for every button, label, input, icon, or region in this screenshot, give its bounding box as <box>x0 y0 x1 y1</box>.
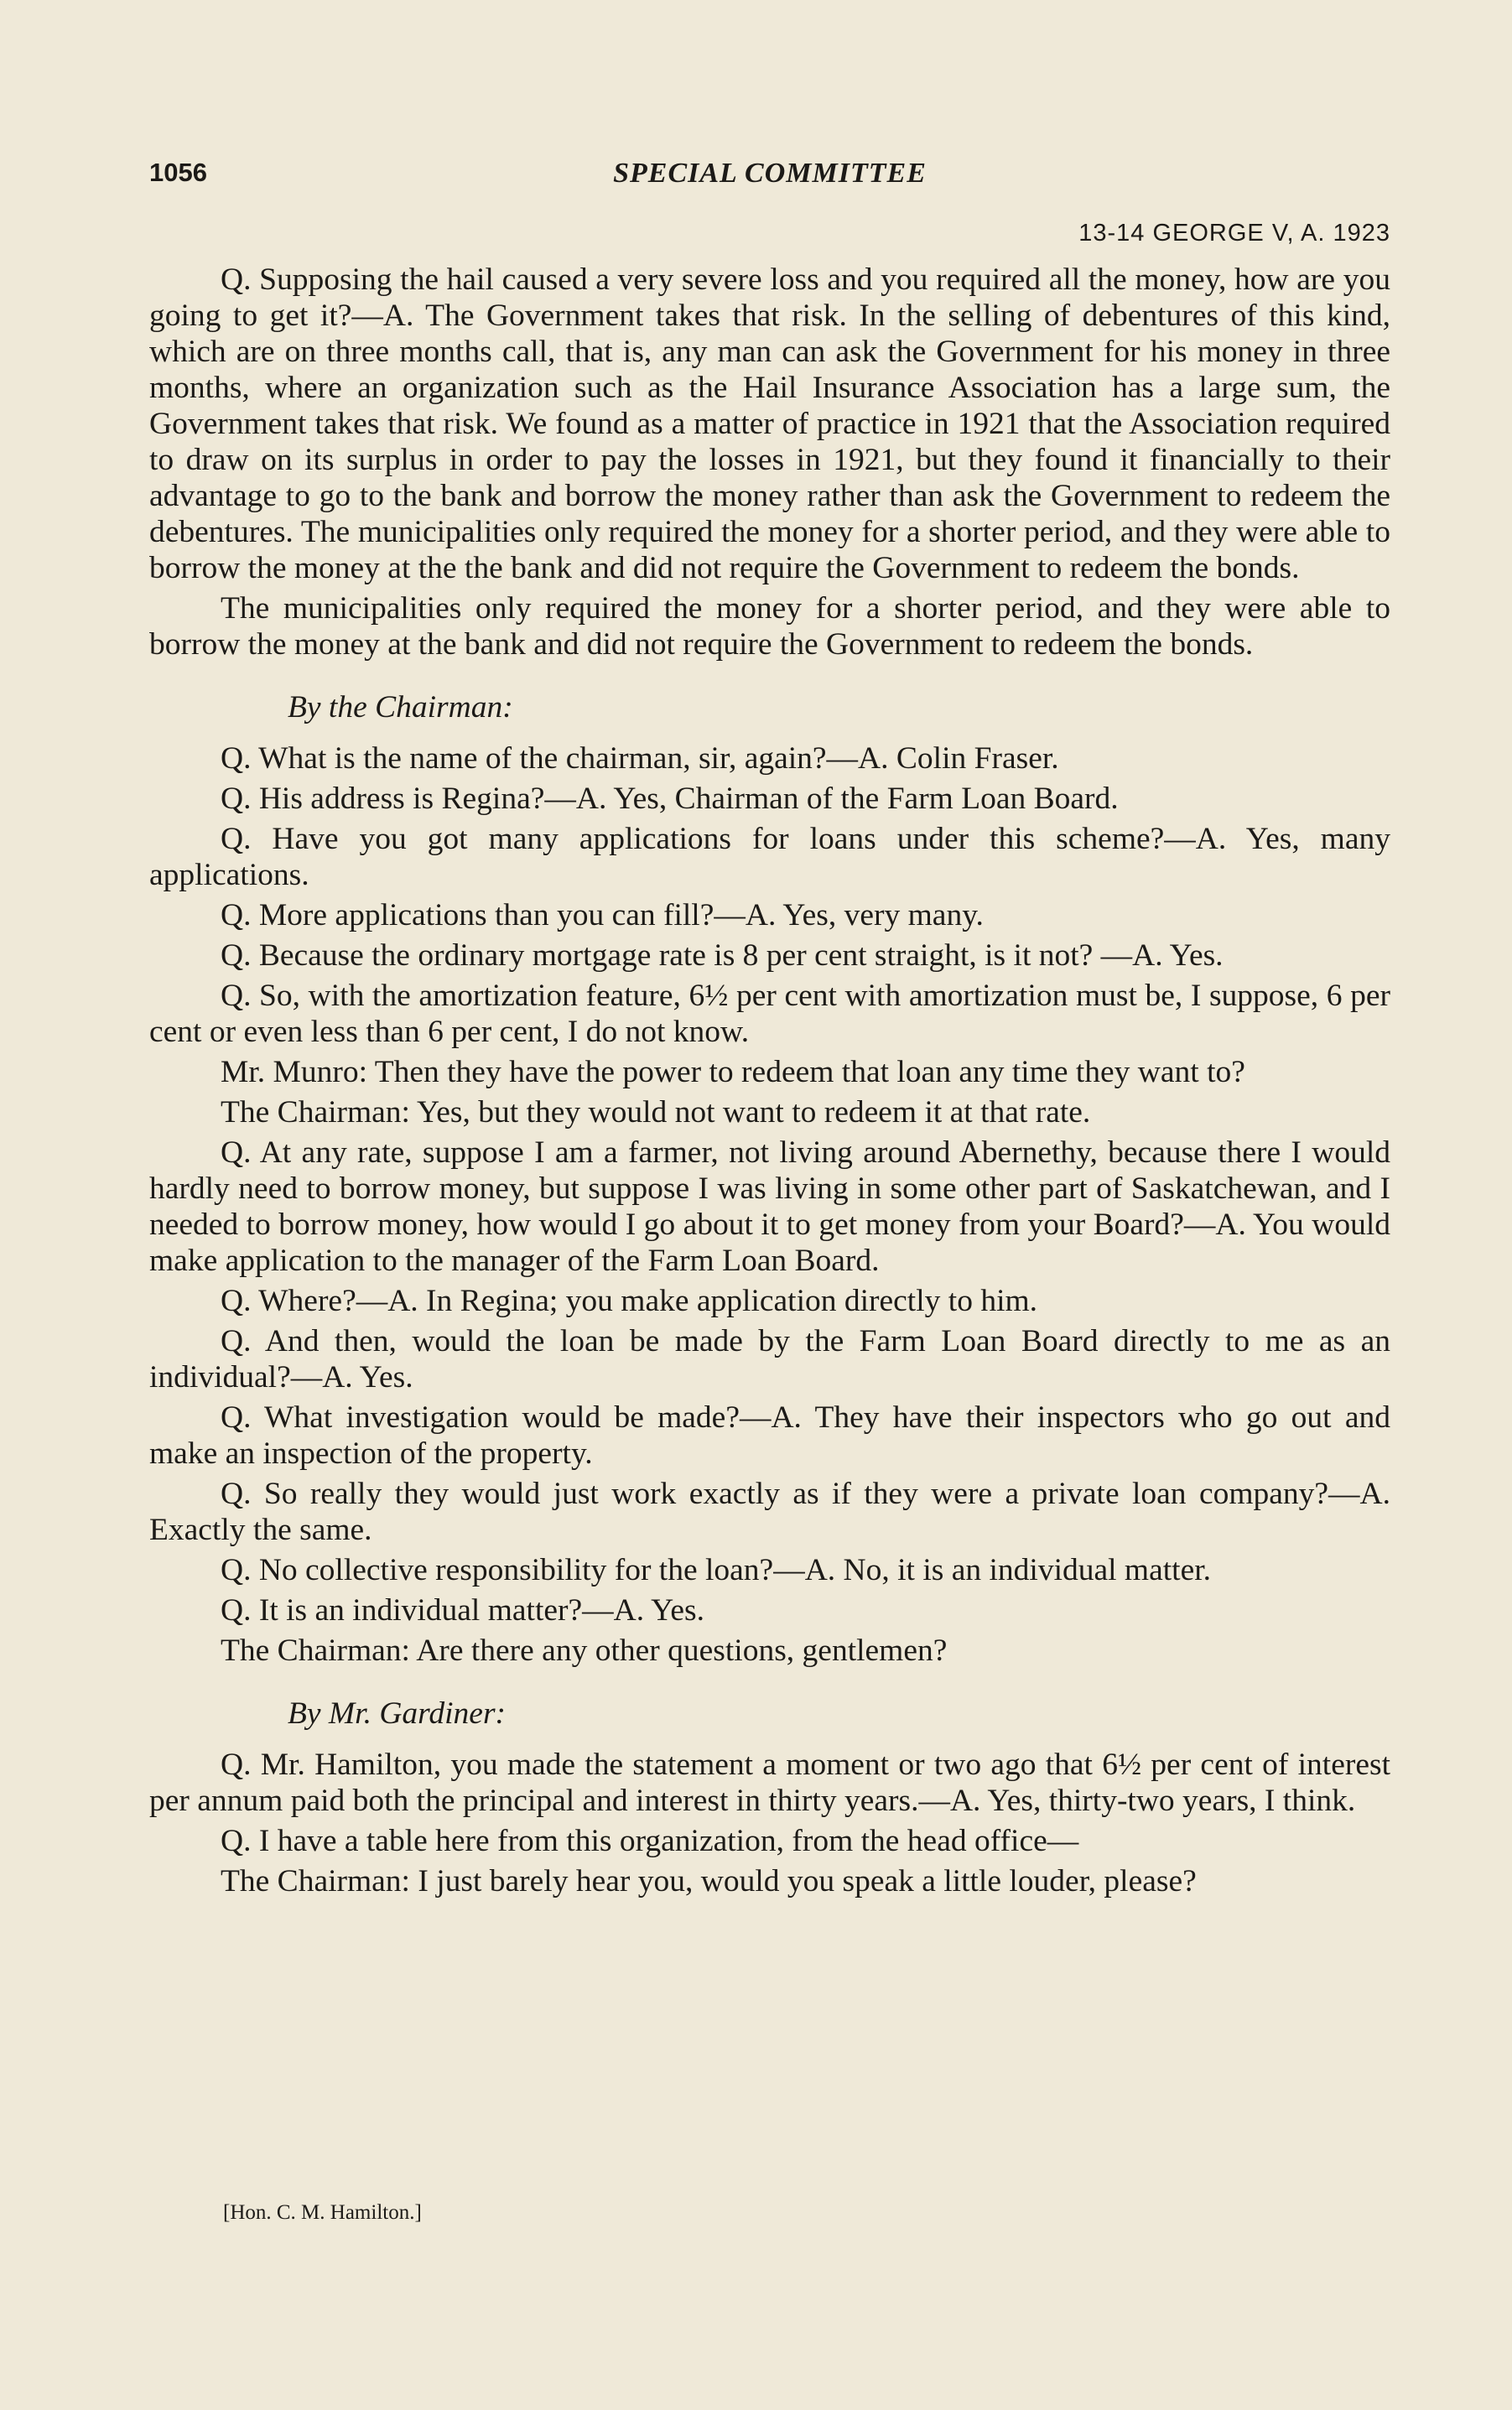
session-label: 13-14 GEORGE V, A. 1923 <box>1078 220 1390 247</box>
paragraph: The Chairman: I just barely hear you, would you speak a little louder, please? <box>221 1864 1197 1898</box>
paragraph: Q. No collective responsibility for the loan?—A. No, it is an individual matter. <box>221 1553 1212 1587</box>
paragraph: Q. Supposing the hail caused a very severe loss and you required all the money, how are you going to get it?—A. The Government takes that risk. In the selling of debentures of this kind, which are on three months call, that is, any man can ask the Government for his money in three months, where an organization such as the Hail Insurance Association has a large sum, the Government takes that risk. We found as a matter of practice in 1921 that the Association required to draw on its surplus in order to pay the losses in 1921, but they found it financially to their advantage to go to the bank and borrow the money rather than ask the Government to redeem the debentures. The municipalities only required the money for a shorter period, and they were able to borrow the money at the the bank and did not require the Government to redeem the bonds. <box>149 262 1390 585</box>
paragraph: Q. More applications than you can fill?—A. Yes, very many. <box>221 898 984 932</box>
section-heading: By Mr. Gardiner: <box>288 1696 507 1731</box>
page-number: 1056 <box>149 158 207 187</box>
paragraph: Mr. Munro: Then they have the power to redeem that loan any time they want to? <box>221 1055 1245 1089</box>
document-body <box>149 262 1390 1904</box>
paragraph: Q. What investigation would be made?—A. They have their inspectors who go out and make an inspection of the property. <box>149 1400 1390 1471</box>
paragraph: Q. Where?—A. In Regina; you make application directly to him. <box>221 1284 1038 1318</box>
paragraph: The municipalities only required the money for a shorter period, and they were able to borrow the money at the bank and did not require the Government to redeem the bonds. <box>149 591 1390 662</box>
paragraph: The Chairman: Are there any other questions, gentlemen? <box>221 1634 948 1668</box>
paragraph: Q. At any rate, suppose I am a farmer, not living around Abernethy, because there I would hardly need to borrow money, but suppose I was living in some other part of Saskatchewan, and I needed to borrow money, how would I go about it to get money from your Board?—A. You would make application to the manager of the Farm Loan Board. <box>149 1135 1390 1278</box>
paragraph: Q. What is the name of the chairman, sir, again?—A. Colin Fraser. <box>221 741 1059 776</box>
paragraph: Q. I have a table here from this organization, from the head office— <box>221 1824 1079 1858</box>
paragraph: Q. And then, would the loan be made by the Farm Loan Board directly to me as an individual?—A. Yes. <box>149 1324 1390 1395</box>
paragraph: Q. Mr. Hamilton, you made the statement a moment or two ago that 6½ per cent of interest per annum paid both the principal and interest in thirty years.—A. Yes, thirty-two years, I think. <box>149 1748 1390 1818</box>
paragraph: Q. Have you got many applications for loans under this scheme?—A. Yes, many applications. <box>149 822 1390 892</box>
speaker-attribution: [Hon. C. M. Hamilton.] <box>223 2201 422 2224</box>
section-heading: By the Chairman: <box>288 690 513 725</box>
paragraph: Q. Because the ordinary mortgage rate is 8 per cent straight, is it not? —A. Yes. <box>221 938 1224 973</box>
paragraph: Q. So, with the amortization feature, 6½ per cent with amortization must be, I suppose, 6 per cent or even less than 6 per cent, I do not know. <box>149 979 1390 1049</box>
paragraph: Q. His address is Regina?—A. Yes, Chairman of the Farm Loan Board. <box>221 782 1119 816</box>
paragraph: The Chairman: Yes, but they would not want to redeem it at that rate. <box>221 1095 1091 1130</box>
paragraph: Q. So really they would just work exactly as if they were a private loan company?—A. Exactly the same. <box>149 1477 1390 1547</box>
paragraph: Q. It is an individual matter?—A. Yes. <box>221 1593 705 1628</box>
page-header <box>149 158 1390 200</box>
running-title: SPECIAL COMMITTEE <box>613 158 927 189</box>
